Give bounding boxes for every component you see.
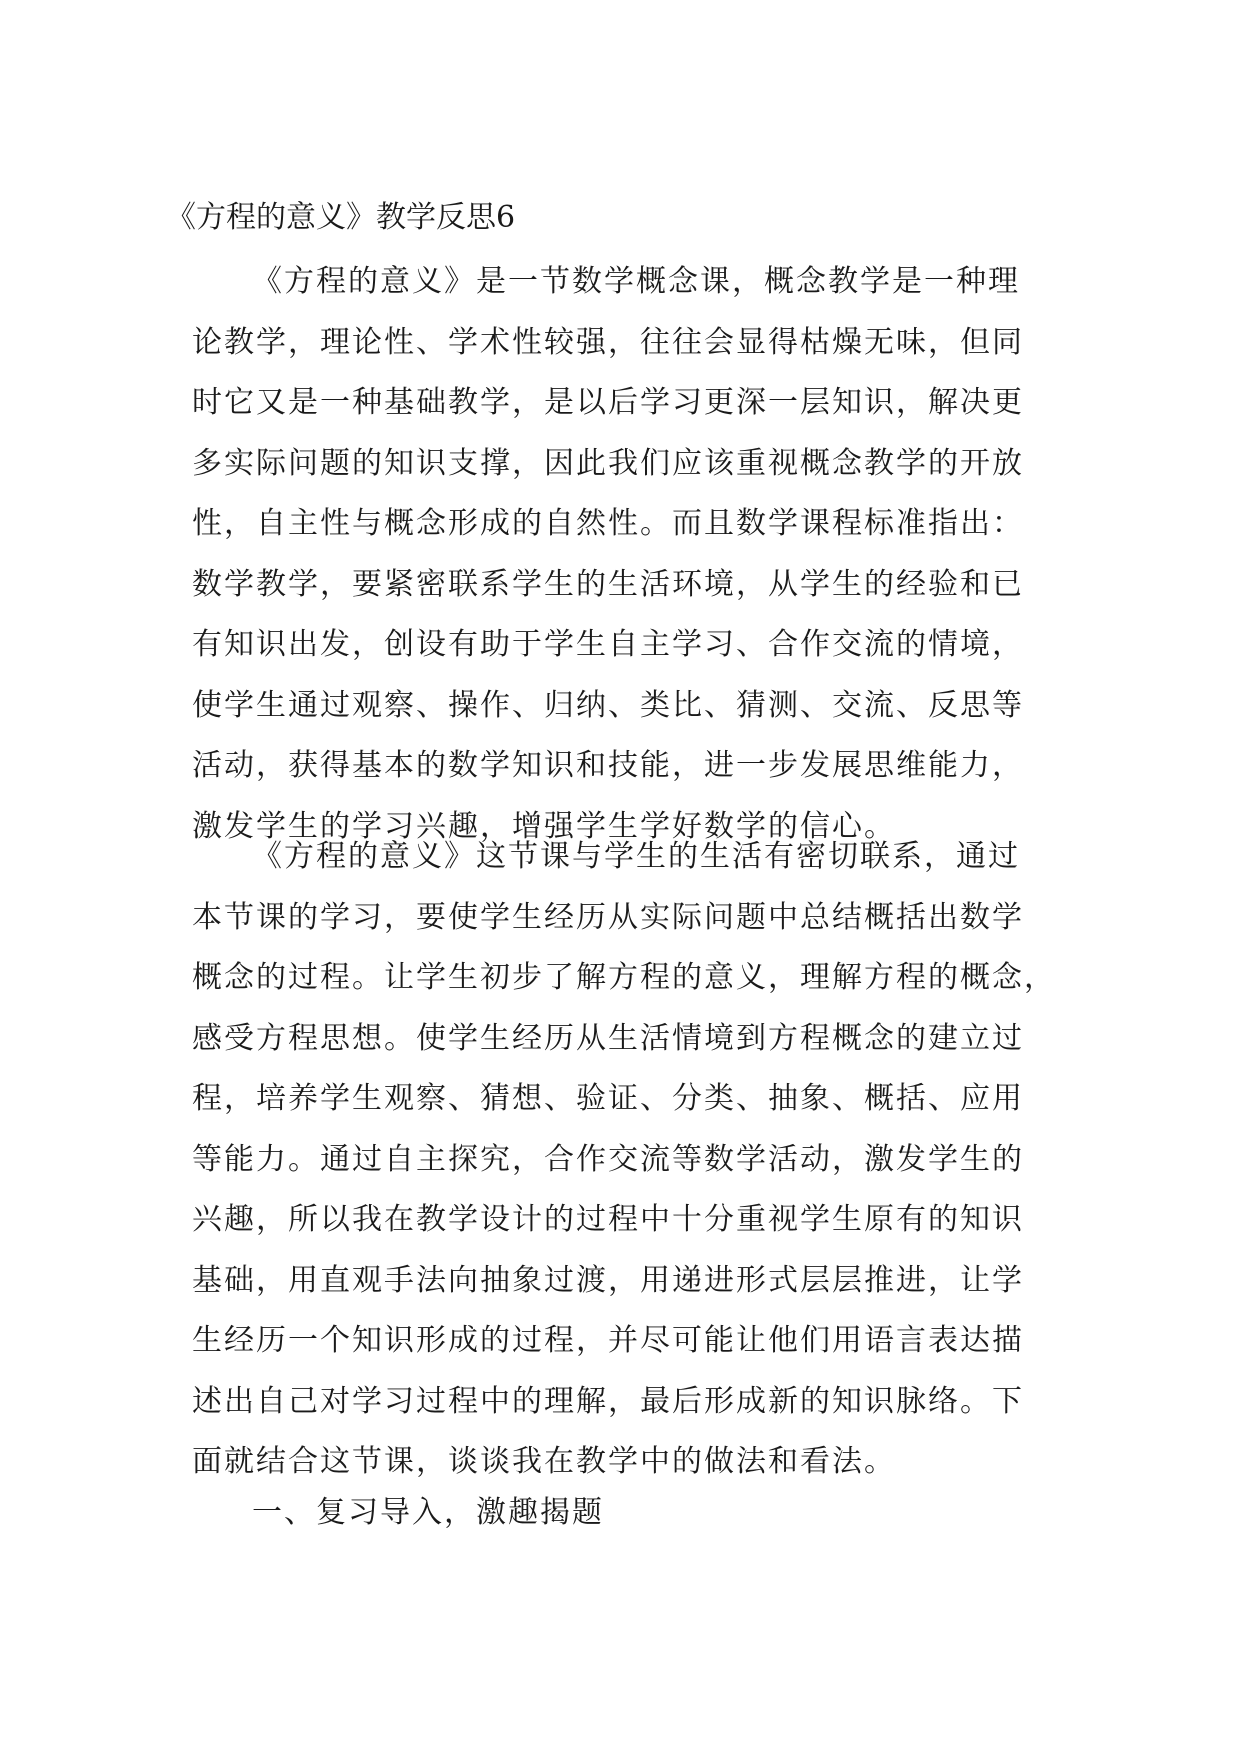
paragraph-line: 激发学生的学习兴趣，增强学生学好数学的信心。 [192, 808, 896, 844]
paragraph-line: 生经历一个知识形成的过程，并尽可能让他们用语言表达描 [192, 1323, 1024, 1358]
section-heading: 一、复习导入，激趣揭题 [252, 1495, 604, 1530]
paragraph-line: 《方程的意义》这节课与学生的生活有密切联系，通过 [252, 839, 1020, 874]
paragraph-line: 本节课的学习，要使学生经历从实际问题中总结概括出数学 [192, 899, 1024, 935]
paragraph-line: 兴趣，所以我在教学设计的过程中十分重视学生原有的知识 [192, 1202, 1024, 1237]
paragraph-line: 概念的过程。让学生初步了解方程的意义，理解方程的概念， [192, 960, 1056, 995]
paragraph-line: 《方程的意义》是一节数学概念课，概念教学是一种理 [252, 264, 1020, 299]
paragraph-line: 活动，获得基本的数学知识和技能，进一步发展思维能力， [192, 748, 1024, 783]
document-title: 《方程的意义》教学反思6 [166, 200, 516, 235]
paragraph-line: 数学教学，要紧密联系学生的生活环境，从学生的经验和已 [192, 566, 1024, 602]
paragraph-2 [192, 827, 1056, 1493]
paragraph-line: 使学生通过观察、操作、归纳、类比、猜测、交流、反思等 [192, 687, 1024, 723]
paragraph-line: 多实际问题的知识支撑，因此我们应该重视概念教学的开放 [192, 445, 1024, 481]
paragraph-line: 基础，用直观手法向抽象过渡，用递进形式层层推进，让学 [192, 1262, 1024, 1298]
paragraph-line: 面就结合这节课，谈谈我在教学中的做法和看法。 [192, 1444, 896, 1479]
paragraph-line: 感受方程思想。使学生经历从生活情境到方程概念的建立过 [192, 1020, 1024, 1056]
paragraph-line: 时它又是一种基础教学，是以后学习更深一层知识，解决更 [192, 385, 1024, 420]
paragraph-1 [192, 252, 1042, 857]
paragraph-line: 程，培养学生观察、猜想、验证、分类、抽象、概括、应用 [192, 1081, 1024, 1116]
paragraph-line: 等能力。通过自主探究，合作交流等数学活动，激发学生的 [192, 1141, 1024, 1177]
paragraph-line: 有知识出发，创设有助于学生自主学习、合作交流的情境， [192, 627, 1024, 662]
paragraph-line: 论教学，理论性、学术性较强，往往会显得枯燥无味，但同 [192, 324, 1024, 360]
paragraph-line: 性，自主性与概念形成的自然性。而且数学课程标准指出： [192, 506, 1024, 541]
paragraph-line: 述出自己对学习过程中的理解，最后形成新的知识脉络。下 [192, 1383, 1024, 1419]
